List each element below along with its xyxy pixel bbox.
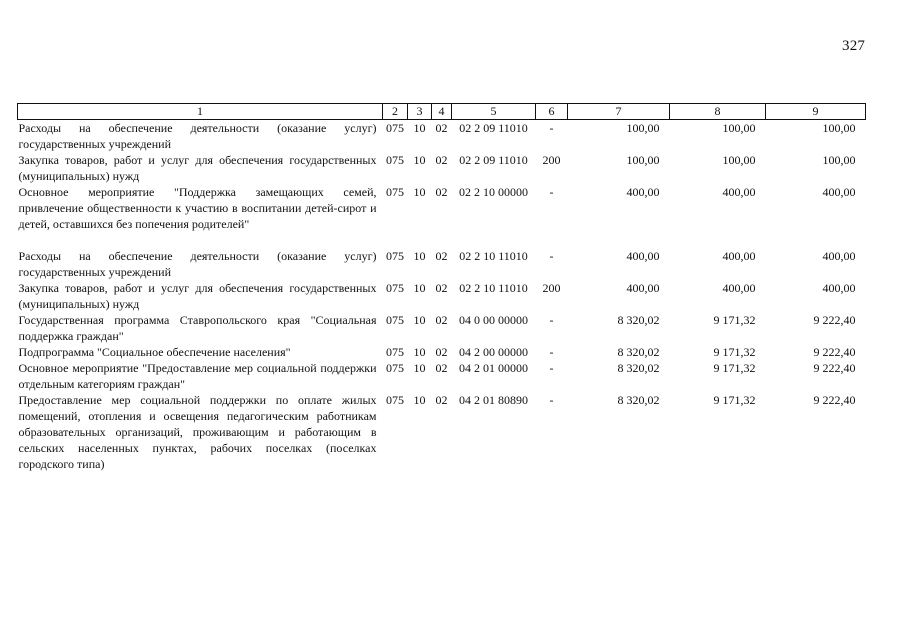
table-row <box>18 120 866 153</box>
table-row <box>18 392 866 472</box>
row-target-code: 02 2 10 11010 <box>459 281 528 295</box>
row-amount-col8: 100,00 <box>722 153 756 167</box>
row-subsection-code: 02 <box>435 249 448 263</box>
row-expense-type: - <box>549 345 554 359</box>
row-amount-col9: 400,00 <box>822 249 856 263</box>
row-target-code: 04 0 00 00000 <box>459 313 528 327</box>
budget-table <box>17 103 866 472</box>
header-col-2: 2 <box>383 104 408 120</box>
row-subsection-code: 02 <box>435 153 448 167</box>
table-row <box>18 344 866 360</box>
row-description: Государственная программа Ставропольского края "Социальная поддержка граждан" <box>18 313 377 343</box>
row-section-code: 10 <box>413 185 426 199</box>
row-amount-col9: 9 222,40 <box>813 393 856 407</box>
row-amount-col9: 400,00 <box>822 185 856 199</box>
row-target-code: 04 2 00 00000 <box>459 345 528 359</box>
row-amount-col8: 400,00 <box>722 281 756 295</box>
row-subsection-code: 02 <box>435 345 448 359</box>
row-amount-col8: 400,00 <box>722 249 756 263</box>
row-expense-type: - <box>549 313 554 327</box>
table-row <box>18 312 866 344</box>
table-header <box>18 104 866 120</box>
row-amount-col9: 100,00 <box>822 153 856 167</box>
row-description: Расходы на обеспечение деятельности (оказание услуг) государственных учреждений <box>18 249 377 279</box>
row-amount-col8: 9 171,32 <box>713 313 756 327</box>
row-ministry-code: 075 <box>386 153 404 167</box>
row-expense-type: - <box>549 249 554 263</box>
row-amount-col9: 9 222,40 <box>813 345 856 359</box>
row-spacer <box>18 232 866 248</box>
row-amount-col8: 9 171,32 <box>713 393 756 407</box>
row-ministry-code: 075 <box>386 361 404 375</box>
row-description: Закупка товаров, работ и услуг для обеспечения государственных (муниципальных) нужд <box>18 153 377 183</box>
row-target-code: 02 2 09 11010 <box>459 121 528 135</box>
table-row <box>18 152 866 184</box>
row-section-code: 10 <box>413 121 426 135</box>
row-section-code: 10 <box>413 249 426 263</box>
row-description: Подпрограмма "Социальное обеспечение населения" <box>18 345 291 359</box>
row-expense-type: - <box>549 393 554 407</box>
row-description: Основное мероприятие "Предоставление мер социальной поддержки отдельным категориям граждан" <box>18 361 377 391</box>
row-ministry-code: 075 <box>386 249 404 263</box>
row-expense-type: - <box>549 121 554 135</box>
table-row <box>18 280 866 312</box>
row-subsection-code: 02 <box>435 185 448 199</box>
table-row <box>18 248 866 280</box>
header-col-1: 1 <box>18 104 383 120</box>
row-target-code: 04 2 01 80890 <box>459 393 528 407</box>
row-amount-col7: 400,00 <box>626 281 660 295</box>
row-description: Расходы на обеспечение деятельности (оказание услуг) государственных учреждений <box>18 121 377 151</box>
row-amount-col8: 400,00 <box>722 185 756 199</box>
row-subsection-code: 02 <box>435 121 448 135</box>
row-expense-type: 200 <box>542 281 561 295</box>
row-ministry-code: 075 <box>386 281 404 295</box>
row-section-code: 10 <box>413 361 426 375</box>
header-col-4: 4 <box>432 104 452 120</box>
row-subsection-code: 02 <box>435 361 448 375</box>
row-description: Закупка товаров, работ и услуг для обеспечения государственных (муниципальных) нужд <box>18 281 377 311</box>
header-col-7: 7 <box>568 104 670 120</box>
header-col-3: 3 <box>408 104 432 120</box>
row-amount-col9: 9 222,40 <box>813 361 856 375</box>
spacer-cell <box>18 232 866 248</box>
row-expense-type: 200 <box>542 153 561 167</box>
row-section-code: 10 <box>413 393 426 407</box>
row-ministry-code: 075 <box>386 345 404 359</box>
row-amount-col9: 9 222,40 <box>813 313 856 327</box>
row-section-code: 10 <box>413 153 426 167</box>
row-description: Предоставление мер социальной поддержки по оплате жилых помещений, отопления и освещения педагогическим работникам образовательных организаций, проживающим и работающим в сельских населенных пунктах, рабочих поселках (поселках городского типа) <box>18 393 377 471</box>
row-description: Основное мероприятие "Поддержка замещающих семей, привлечение общественности к участию в воспитании детей-сирот и детей, оставшихся без попечения родителей" <box>18 185 377 231</box>
row-ministry-code: 075 <box>386 393 404 407</box>
row-amount-col7: 400,00 <box>626 249 660 263</box>
row-amount-col7: 100,00 <box>626 121 660 135</box>
table-row <box>18 184 866 232</box>
row-amount-col7: 400,00 <box>626 185 660 199</box>
header-col-9: 9 <box>766 104 866 120</box>
row-amount-col9: 100,00 <box>822 121 856 135</box>
row-amount-col9: 400,00 <box>822 281 856 295</box>
row-target-code: 02 2 10 11010 <box>459 249 528 263</box>
row-amount-col7: 8 320,02 <box>617 393 660 407</box>
row-subsection-code: 02 <box>435 313 448 327</box>
row-amount-col8: 100,00 <box>722 121 756 135</box>
row-ministry-code: 075 <box>386 185 404 199</box>
row-target-code: 02 2 09 11010 <box>459 153 528 167</box>
header-col-5: 5 <box>452 104 536 120</box>
page-number: 327 <box>842 38 866 54</box>
row-target-code: 04 2 01 00000 <box>459 361 528 375</box>
row-ministry-code: 075 <box>386 313 404 327</box>
header-col-6: 6 <box>536 104 568 120</box>
row-amount-col8: 9 171,32 <box>713 361 756 375</box>
row-subsection-code: 02 <box>435 281 448 295</box>
row-amount-col7: 100,00 <box>626 153 660 167</box>
row-target-code: 02 2 10 00000 <box>459 185 528 199</box>
row-expense-type: - <box>549 361 554 375</box>
row-amount-col7: 8 320,02 <box>617 345 660 359</box>
row-subsection-code: 02 <box>435 393 448 407</box>
row-amount-col8: 9 171,32 <box>713 345 756 359</box>
row-section-code: 10 <box>413 345 426 359</box>
row-amount-col7: 8 320,02 <box>617 361 660 375</box>
table-row <box>18 360 866 392</box>
row-expense-type: - <box>549 185 554 199</box>
row-ministry-code: 075 <box>386 121 404 135</box>
row-section-code: 10 <box>413 313 426 327</box>
row-amount-col7: 8 320,02 <box>617 313 660 327</box>
header-col-8: 8 <box>670 104 766 120</box>
row-section-code: 10 <box>413 281 426 295</box>
